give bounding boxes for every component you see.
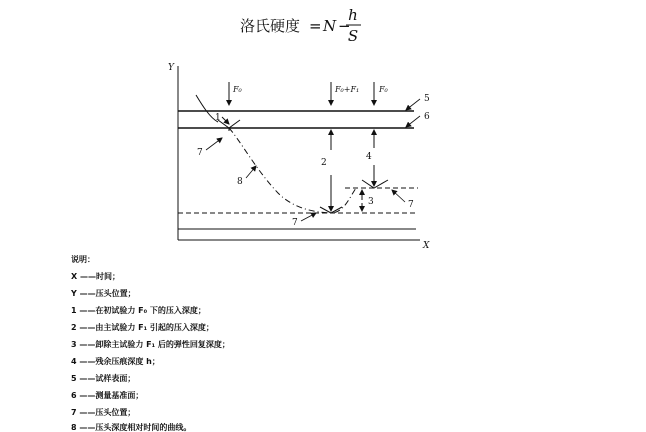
- x-axis-label: X: [423, 241, 430, 251]
- formula-n: N: [323, 17, 337, 35]
- leader-5: [406, 99, 420, 110]
- callout-3: 3: [368, 197, 374, 207]
- leader-7a: [206, 138, 222, 150]
- indenter-tip-left: [218, 120, 240, 131]
- callout-6: 6: [424, 112, 430, 122]
- leader-6: [406, 116, 420, 127]
- leader-8: [246, 166, 256, 178]
- legend-item: X ——时间；: [71, 272, 120, 281]
- callout-7-middle: 7: [292, 218, 298, 228]
- reference-lines: [178, 111, 418, 229]
- depth-time-curve: [229, 128, 356, 213]
- callout-8: 8: [237, 177, 243, 187]
- legend-item: 2 ——由主试验力 F₁ 引起的压入深度；: [71, 323, 214, 332]
- axes: [168, 63, 430, 251]
- formula: [240, 6, 361, 45]
- legend-item: 3 ——卸除主试验力 F₁ 后的弹性回复深度；: [71, 340, 230, 349]
- callout-1: 1: [215, 113, 221, 123]
- legend-item: 8 ——压头深度相对时间的曲线。: [71, 423, 192, 432]
- leader-7b: [301, 213, 316, 221]
- callout-leaders: [206, 99, 420, 221]
- formula-lhs: 洛氏硬度: [240, 17, 301, 35]
- force-label-f0f1: F₀+F₁: [335, 85, 360, 94]
- formula-denominator: S: [347, 27, 359, 45]
- formula-minus: −: [338, 17, 351, 35]
- formula-numerator: h: [348, 6, 358, 24]
- legend-item: 4 ——残余压痕深度 h；: [71, 357, 160, 366]
- callout-7-right: 7: [408, 200, 414, 210]
- force-arrows: [229, 82, 389, 105]
- legend-item: Y ——压头位置；: [71, 289, 136, 298]
- force-label-f0-right: F₀: [379, 85, 388, 94]
- dimension-arrows: [222, 117, 374, 211]
- leader-7c: [392, 190, 405, 202]
- legend: [70, 254, 230, 432]
- formula-equals: =: [309, 17, 322, 35]
- dimension-1-arrow: [222, 117, 229, 124]
- legend-item: 7 ——压头位置；: [71, 408, 136, 417]
- legend-title: 说明：: [71, 255, 95, 264]
- callout-4: 4: [366, 152, 372, 162]
- indenter-tip-right: [362, 180, 388, 188]
- legend-item: 6 ——测量基准面；: [71, 391, 144, 400]
- legend-item: 5 ——试样表面；: [71, 374, 136, 383]
- legend-item: 1 ——在初试验力 F₀ 下的压入深度；: [71, 306, 206, 315]
- callout-2: 2: [321, 158, 327, 168]
- y-axis-label: Y: [168, 63, 174, 73]
- callout-7-left: 7: [197, 148, 203, 158]
- force-label-f0-left: F₀: [233, 85, 242, 94]
- callout-labels: [197, 94, 430, 228]
- callout-5: 5: [424, 94, 430, 104]
